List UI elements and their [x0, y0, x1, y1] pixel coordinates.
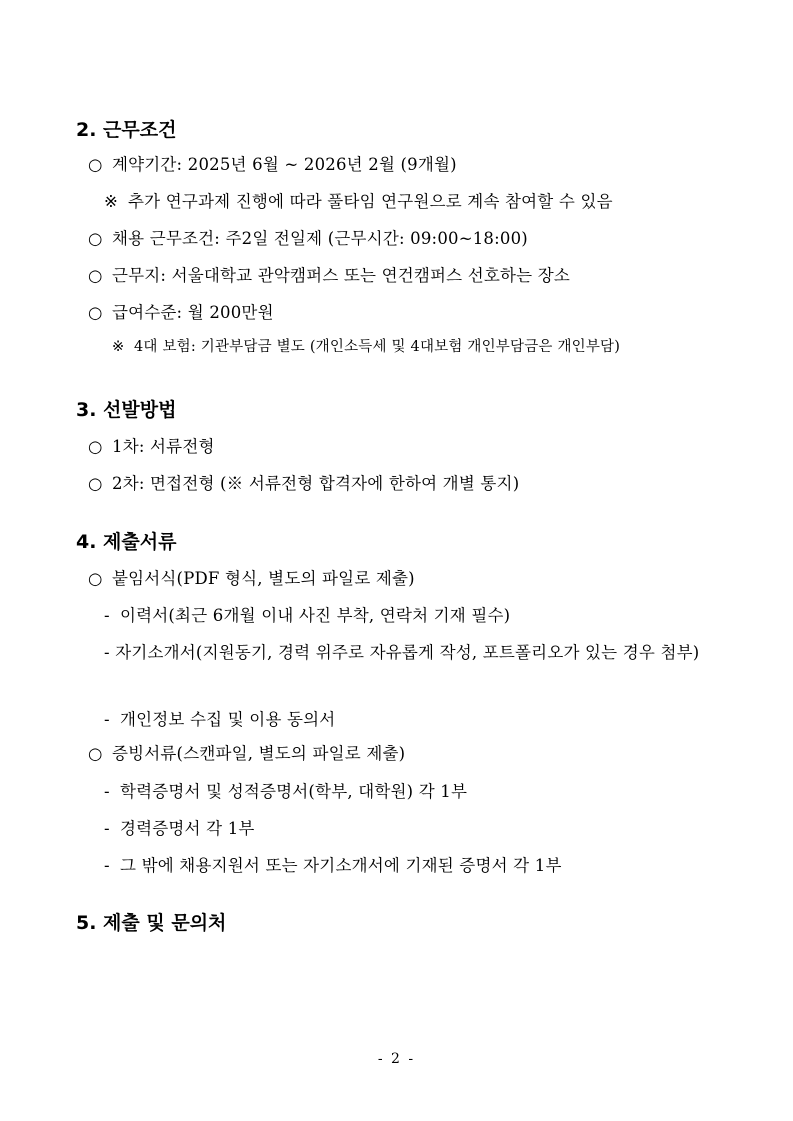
circle-bullet: ○ [88, 437, 103, 456]
list-item-text: 1차: 서류전형 [112, 437, 215, 456]
dash-bullet: - [104, 710, 110, 729]
list-item-text: 근무지: 서울대학교 관악캠퍼스 또는 연건캠퍼스 선호하는 장소 [112, 266, 571, 285]
note-text: 추가 연구과제 진행에 따라 풀타임 연구원으로 계속 참여할 수 있음 [128, 192, 613, 211]
list-item-text: 급여수준: 월 200만원 [112, 303, 274, 322]
sub-item-text: 이력서(최근 6개월 이내 사진 부착, 연락처 기재 필수) [120, 606, 511, 625]
circle-bullet: ○ [88, 744, 103, 763]
sub-item-cover-letter [104, 639, 736, 667]
circle-bullet: ○ [88, 155, 103, 174]
section-heading-selection: 3. 선발방법 [76, 399, 177, 421]
note-item-continuation [104, 190, 613, 214]
list-item-text: 채용 근무조건: 주2일 전일제 (근무시간: 09:00~18:00) [112, 229, 528, 248]
sub-item-text: 그 밖에 채용지원서 또는 자기소개서에 기재된 증명서 각 1부 [120, 856, 562, 875]
note-item-insurance [112, 335, 620, 359]
list-item-work-location [88, 264, 570, 288]
dash-bullet: - [104, 856, 110, 875]
list-item-supporting-docs [88, 742, 405, 766]
sub-item-text: 학력증명서 및 성적증명서(학부, 대학원) 각 1부 [120, 782, 468, 801]
sub-item-employment-cert [104, 817, 255, 841]
list-item-text: 증빙서류(스캔파일, 별도의 파일로 제출) [112, 744, 406, 763]
list-item-text: 계약기간: 2025년 6월 ~ 2026년 2월 (9개월) [112, 155, 457, 174]
list-item-salary [88, 301, 274, 325]
sub-item-text: 개인정보 수집 및 이용 동의서 [120, 710, 336, 729]
reference-mark: ※ [104, 192, 119, 211]
dash-bullet: - [104, 606, 110, 625]
list-item-attachments [88, 567, 415, 591]
dash-bullet: - [104, 643, 110, 662]
note-text: 4대 보험: 기관부담금 별도 (개인소득세 및 4대보험 개인부담금은 개인부담) [134, 339, 621, 355]
dash-bullet: - [104, 819, 110, 838]
circle-bullet: ○ [88, 303, 103, 322]
circle-bullet: ○ [88, 569, 103, 588]
list-item-text: 2차: 면접전형 (※ 서류전형 합격자에 한하여 개별 통지) [112, 474, 520, 493]
sub-item-transcripts [104, 780, 467, 804]
page-number: - 2 - [377, 1051, 416, 1067]
section-heading-documents: 4. 제출서류 [76, 531, 177, 553]
sub-item-other-certs [104, 854, 562, 878]
list-item-work-schedule [88, 227, 528, 251]
dash-bullet: - [104, 782, 110, 801]
sub-item-text: 경력증명서 각 1부 [120, 819, 255, 838]
list-item-text: 붙임서식(PDF 형식, 별도의 파일로 제출) [112, 569, 415, 588]
sub-item-resume [104, 604, 510, 628]
list-item-contract-period [88, 153, 457, 177]
circle-bullet: ○ [88, 266, 103, 285]
list-item-second-round [88, 472, 519, 496]
section-heading-work-conditions: 2. 근무조건 [76, 119, 177, 141]
sub-item-text: 자기소개서(지원동기, 경력 위주로 자유롭게 작성, 포트폴리오가 있는 경우 첨부) [115, 643, 700, 662]
list-item-first-round [88, 435, 215, 459]
sub-item-privacy-consent [104, 708, 335, 732]
circle-bullet: ○ [88, 229, 103, 248]
section-heading-contact: 5. 제출 및 문의처 [76, 912, 227, 934]
reference-mark: ※ [112, 339, 125, 355]
circle-bullet: ○ [88, 474, 103, 493]
